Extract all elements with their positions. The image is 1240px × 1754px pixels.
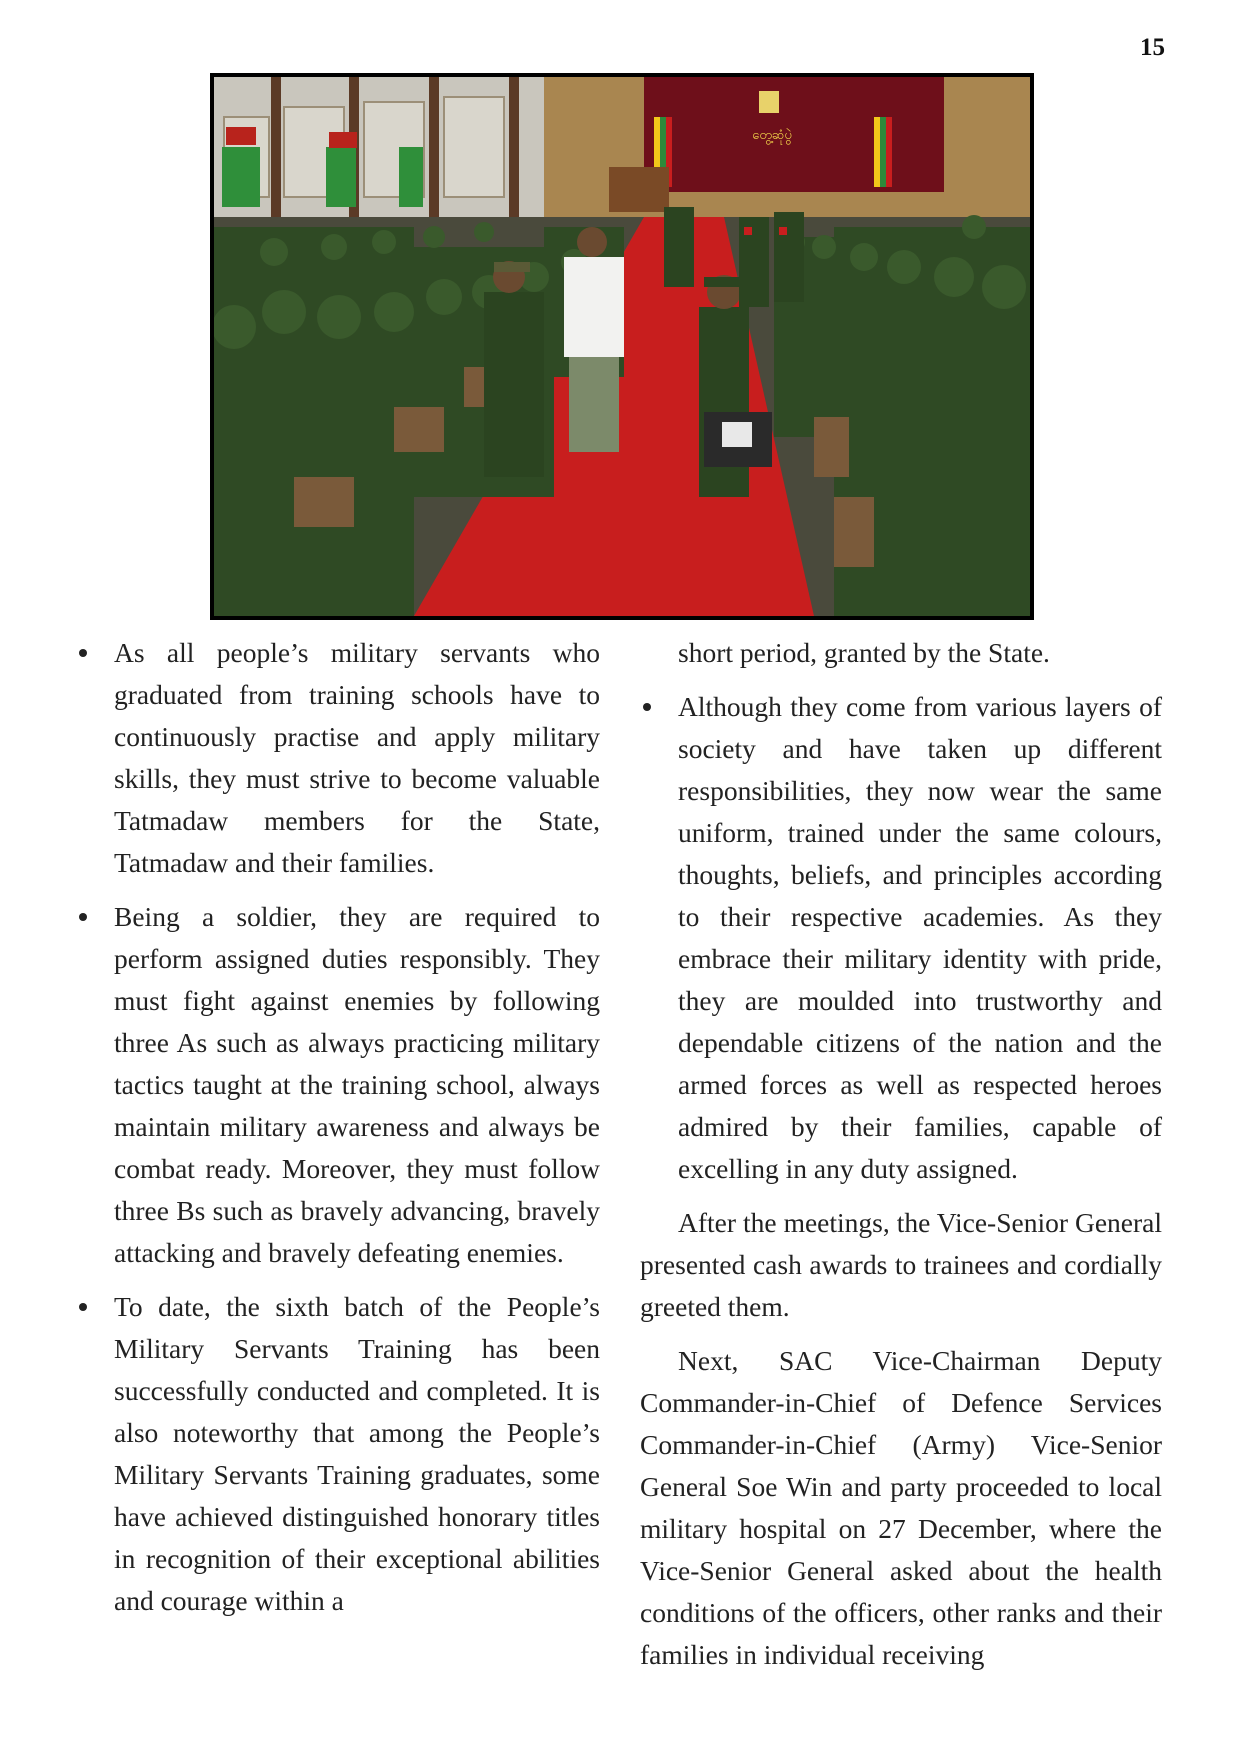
bullet-icon — [79, 649, 87, 657]
continued-text: short period, granted by the State. — [678, 637, 1050, 668]
bullet-text: Being a soldier, they are required to perform assigned duties responsibly. They must fight against enemies by following three As such as always practicing military tactics taught at the training school, always maintain military awareness and always be combat ready. Moreover, they must follow three Bs such as bravely advancing, bravely attacking and bravely defeating enemies. — [114, 901, 600, 1268]
right-column — [640, 632, 1162, 1688]
right-bullet-list — [640, 686, 1162, 1190]
bullet-item — [76, 632, 600, 884]
bullet-text: To date, the sixth batch of the People’s Military Servants Training has been successfully conducted and completed. It is also noteworthy that among the People’s Military Servants Training graduates, some have achieved distinguished honorary titles in recognition of their exceptional abilities and courage within a — [114, 1291, 600, 1616]
stage-sign: တွေ့ဆုံပွဲ — [752, 128, 792, 143]
bullet-text: As all people’s military servants who graduated from training schools have to continuously practise and apply military skills, they must strive to become valuable Tatmadaw members for the State, Tatmadaw and their families. — [114, 637, 600, 878]
bullet-item — [76, 896, 600, 1274]
paragraph: Next, SAC Vice-Chairman Deputy Commander-in-Chief of Defence Services Commander-in-Chief (Army) Vice-Senior General Soe Win and party proceeded to local military hospital on 27 December, where the Vice-Senior General asked about the health conditions of the officers, other ranks and their families in individual receiving — [640, 1345, 1162, 1670]
paragraph: After the meetings, the Vice-Senior General presented cash awards to trainees and cordially greeted them. — [640, 1207, 1162, 1322]
bullet-item — [640, 686, 1162, 1190]
bullet-icon — [79, 913, 87, 921]
bullet-item — [76, 1286, 600, 1622]
bullet-icon — [643, 703, 651, 711]
left-column — [76, 632, 600, 1634]
event-photo — [210, 73, 1034, 620]
bullet-icon — [79, 1303, 87, 1311]
event-photo-illustration — [214, 77, 1030, 616]
left-bullet-list — [76, 632, 600, 1622]
page-number: 15 — [1140, 34, 1165, 61]
bullet-text: Although they come from various layers of society and have taken up different responsibilities, they now wear the same uniform, trained under the same colours, thoughts, beliefs, and principles according to their respective academies. As they embrace their military identity with pride, they are moulded into trustworthy and dependable citizens of the nation and the armed forces as well as respected heroes admired by their families, capable of excelling in any duty assigned. — [678, 691, 1162, 1184]
